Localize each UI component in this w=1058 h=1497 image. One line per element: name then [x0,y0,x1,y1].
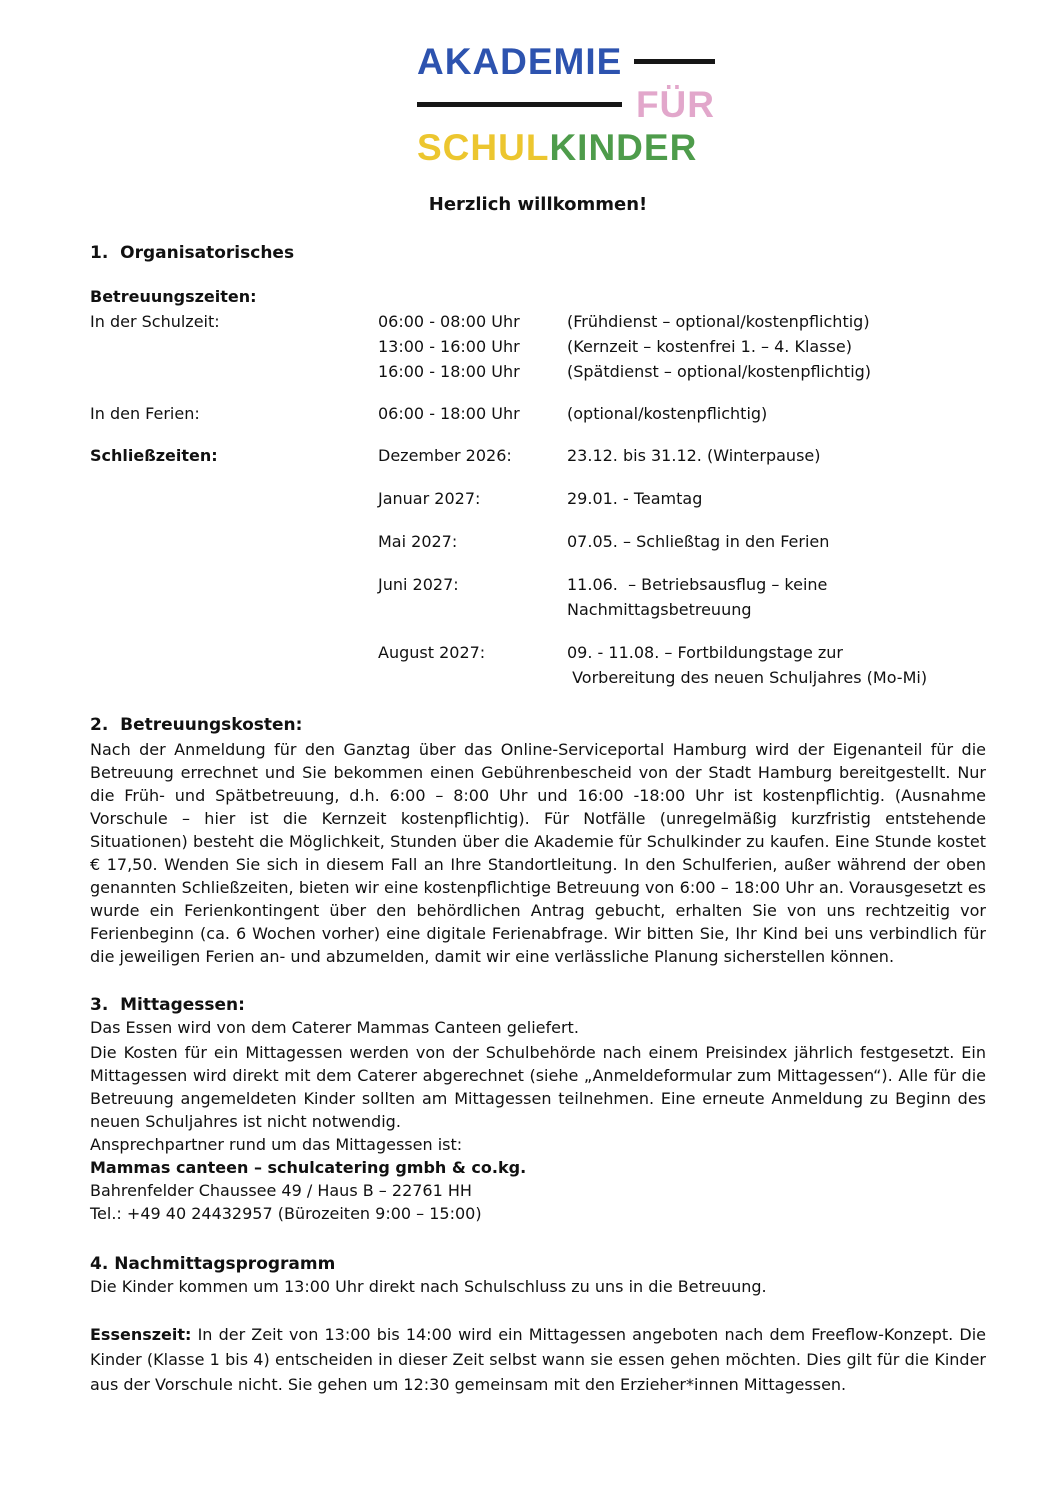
closing-desc: 07.05. – Schließtag in den Ferien [567,532,830,551]
section2-body: Nach der Anmeldung für den Ganztag über das Online-Serviceportal Hamburg wird der Eigenanteil für die Betreuung errechnet und Sie bekommen einen Gebührenbescheid von der Stadt Hamburg bereitgestellt. Nur die Früh- und Spätbetreuung, d.h. 6:00 – 8:00 Uhr und 16:00 -18:00 Uhr ist kostenpflichtig. (Ausnahme Vorschule – hier ist die Kernzeit kostenpflichtig). Für Notfälle (unregelmäßig kurzfristig entstehende Situationen) besteht die Möglichkeit, Stunden über die Akademie für Schulkinder zu kaufen. Eine Stunde kostet € 17,50. Wenden Sie sich in diesem Fall an Ihre Standortleitung. In den Schulferien, außer während der oben genannten Schließzeiten, bieten wir eine kostenpflichtige Betreuung von 6:00 – 18:00 Uhr an. Vorausgesetzt es wurde ein Ferienkontingent über den behördlichen Antrag gebucht, erhalten Sie von uns rechtzeitig vor Ferienbeginn (ca. 6 Wochen vorher) eine digitale Ferienabfrage. Wir bitten Sie, Ihr Kind bei uns verbindlich für die jeweiligen Ferien an- und abzumelden, damit wir eine verlässliche Planung sicherstellen können. [90,740,986,966]
contact-address: Bahrenfelder Chaussee 49 / Haus B – 22761 HH [90,1181,472,1200]
section1-heading: 1. Organisatorisches [90,243,295,263]
logo-row-schulkinder [417,126,715,169]
logo-row-fuer [417,83,715,126]
care-time-range: 06:00 - 08:00 Uhr [378,312,520,331]
care-time-desc: (Spätdienst – optional/kostenpflichtig) [567,362,872,381]
section3-mittagessen [90,994,986,1225]
care-time-row [90,334,986,359]
contact-intro: Ansprechpartner rund um das Mittagessen ist: [90,1135,463,1154]
closing-desc: 11.06. – Betriebsausflug – keine [567,575,828,594]
care-time-context: In der Schulzeit: [90,312,220,331]
logo-row-akademie [417,40,715,83]
logo-rule-left [417,102,622,107]
care-time-desc: (Frühdienst – optional/kostenpflichtig) [567,312,870,331]
caterer-line: Das Essen wird von dem Caterer Mammas Canteen geliefert. [90,1018,579,1037]
closing-month: Juni 2027: [378,575,459,594]
logo-word-akademie: AKADEMIE [417,41,623,82]
logo-rule-right [634,59,715,64]
akademie-logo [417,40,715,169]
closing-time-row [90,572,986,622]
closing-desc-line2: Vorbereitung des neuen Schuljahres (Mo-Mi) [567,668,928,687]
care-time-context [90,359,378,384]
closing-times-table [90,443,986,690]
closing-desc: 09. - 11.08. – Fortbildungstage zur [567,643,843,662]
section4-nachmittagsprogramm [90,1253,986,1397]
care-times-table [90,309,986,426]
essenszeit-paragraph [90,1322,986,1397]
closing-month: Januar 2027: [378,489,481,508]
closing-desc: 29.01. - Teamtag [567,489,703,508]
closing-time-row [90,640,986,690]
closing-month: August 2027: [378,643,486,662]
care-time-range: 13:00 - 16:00 Uhr [378,337,520,356]
care-time-row-ferien [90,401,986,426]
closing-time-row [90,443,986,468]
closing-desc: 23.12. bis 31.12. (Winterpause) [567,446,821,465]
care-time-context: In den Ferien: [90,404,200,423]
care-time-context [90,334,378,359]
contact-name: Mammas canteen – schulcatering gmbh & co.kg. [90,1158,527,1177]
care-time-row [90,359,986,384]
betreuungszeiten-label: Betreuungszeiten: [90,287,257,306]
contact-phone: Tel.: +49 40 24432957 (Bürozeiten 9:00 – 15:00) [90,1204,482,1223]
care-time-desc: (Kernzeit – kostenfrei 1. – 4. Klasse) [567,337,852,356]
afternoon-intro: Die Kinder kommen um 13:00 Uhr direkt nach Schulschluss zu uns in die Betreuung. [90,1277,767,1296]
care-time-range: 06:00 - 18:00 Uhr [378,404,520,423]
logo-word-schul: SCHUL [417,127,550,168]
section4-heading: 4. Nachmittagsprogramm [90,1254,336,1274]
section3-body: Die Kosten für ein Mittagessen werden von der Schulbehörde nach einem Preisindex jährlich festgesetzt. Ein Mittagessen wird direkt mit dem Caterer abgerechnet (siehe „Anmeldeformular zum Mittagessen“). Alle für die Betreuung angemeldeten Kinder sollten am Mittagessen teilnehmen. Eine erneute Anmeldung zu Beginn des neuen Schuljahres ist nicht notwendig. [90,1043,986,1131]
care-time-range: 16:00 - 18:00 Uhr [378,362,520,381]
closing-time-row [90,486,986,511]
logo-word-fuer: FÜR [635,84,715,125]
section2-betreuungskosten [90,714,986,968]
section3-heading: 3. Mittagessen: [90,995,245,1015]
closing-month: Dezember 2026: [378,446,512,465]
essenszeit-body: In der Zeit von 13:00 bis 14:00 wird ein Mittagessen angeboten nach dem Freeflow-Konzept. Die Kinder (Klasse 1 bis 4) entscheiden in dieser Zeit selbst wann sie essen gehen möchten. Dies gilt für die Kinder aus der Vorschule nicht. Sie gehen um 12:30 gemeinsam mit den Erzieher*innen Mittagessen. [90,1325,986,1394]
closing-month: Mai 2027: [378,532,458,551]
care-time-row [90,309,986,334]
schliesszeiten-label: Schließzeiten: [90,446,218,465]
logo-word-kinder: KINDER [549,127,698,168]
closing-time-row [90,529,986,554]
essenszeit-label: Essenszeit: [90,1325,192,1344]
section2-heading: 2. Betreuungskosten: [90,715,303,735]
care-time-desc: (optional/kostenpflichtig) [567,404,768,423]
welcome-heading: Herzlich willkommen! [428,194,648,215]
closing-desc-line2: Nachmittagsbetreuung [567,600,752,619]
